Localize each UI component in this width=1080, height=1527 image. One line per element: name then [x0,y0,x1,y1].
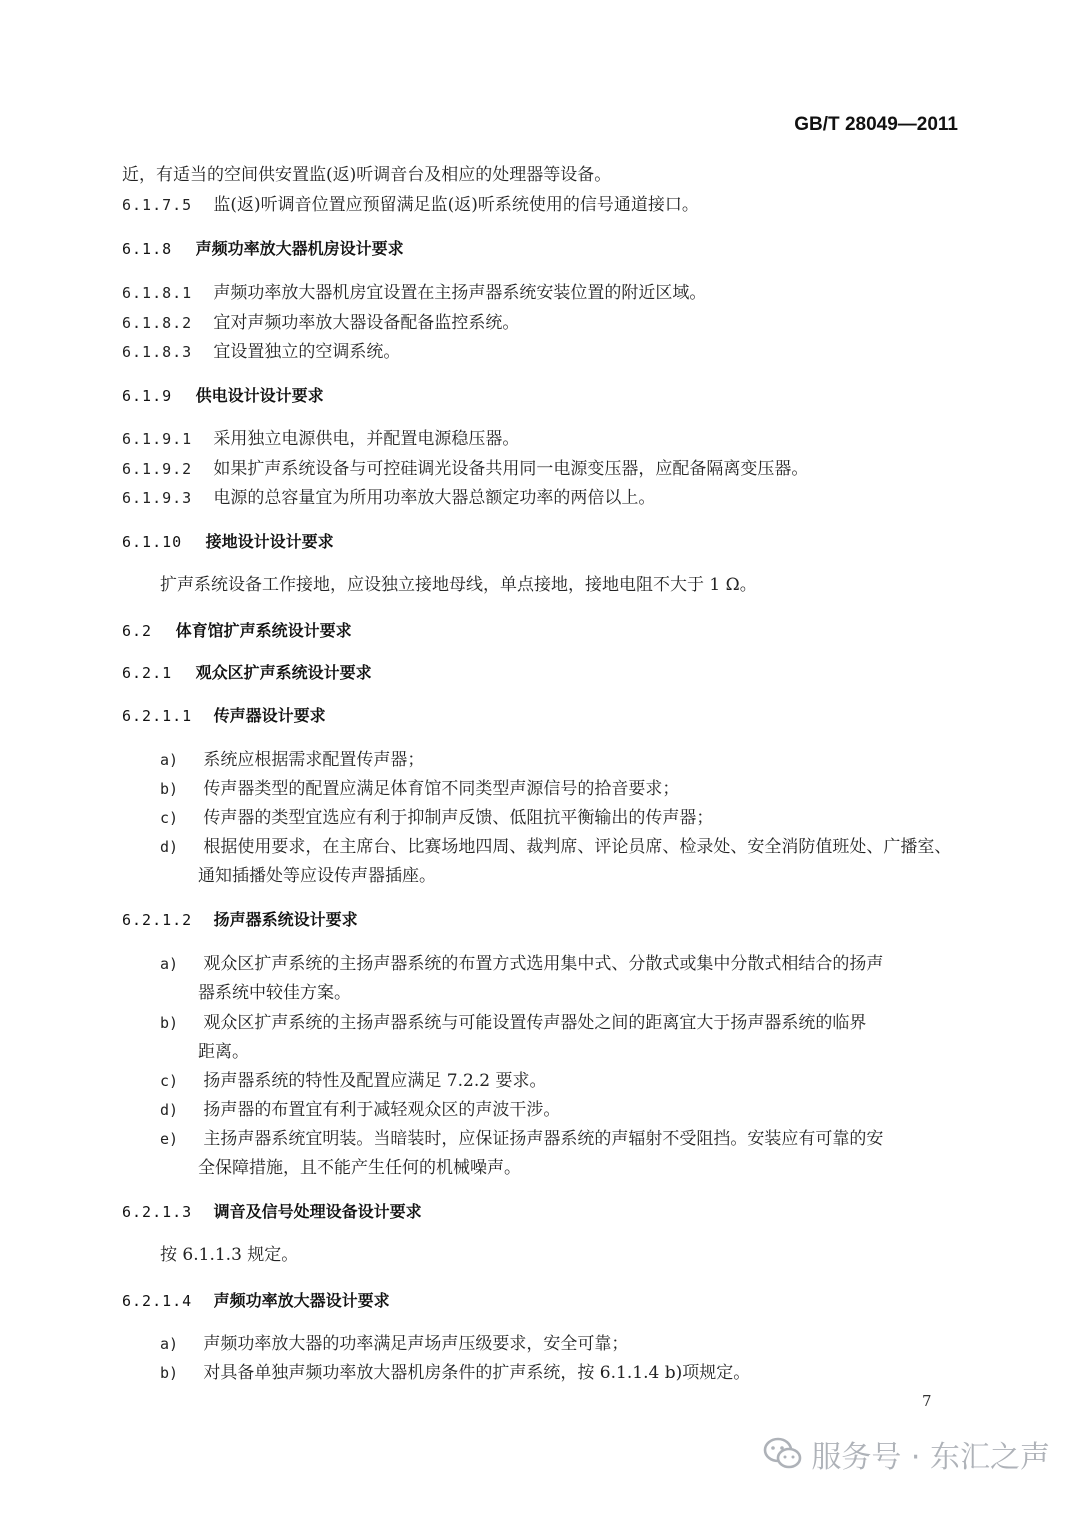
list-label: b) [160,780,179,798]
clause-number: 6.2.1.3 [122,1203,193,1221]
clause-number: 6.2.1.4 [122,1292,193,1310]
list-label: c) [160,809,179,827]
clause-6-1-9-1: 6.1.9.1 采用独立电源供电，并配置电源稳压器。 [122,429,520,449]
body-line: 近，有适当的空间供安置监(返)听调音台及相应的处理器等设备。 [122,165,612,185]
list-item-a: a) 声频功率放大器的功率满足声场声压级要求，安全可靠； [160,1334,629,1354]
section-heading-6-2-1-2: 6.2.1.2 扬声器系统设计要求 [122,910,358,929]
clause-number: 6.2.1.1 [122,707,193,725]
list-item-continuation: 全保障措施，且不能产生任何的机械噪声。 [198,1158,521,1178]
list-label: b) [160,1364,179,1382]
list-item-e: e) 主扬声器系统宜明装。当暗装时，应保证扬声器系统的声辐射不受阻挡。安装应有可靠的安 [160,1129,884,1149]
list-label: a) [160,955,179,973]
clause-6-1-8-3: 6.1.8.3 宜设置独立的空调系统。 [122,342,401,362]
list-item-b: b) 观众区扩声系统的主扬声器系统与可能设置传声器处之间的距离宜大于扬声器系统的临界 [160,1013,867,1033]
standard-number: GB/T 28049—2011 [794,114,958,135]
section-heading-6-2-1-4: 6.2.1.4 声频功率放大器设计要求 [122,1291,390,1310]
clause-number: 6.1.8.2 [122,314,193,332]
list-item-b: b) 对具备单独声频功率放大器机房条件的扩声系统，按 6.1.1.4 b)项规定。 [160,1363,751,1383]
list-item-d: d) 根据使用要求，在主席台、比赛场地四周、裁判席、评论员席、检录处、安全消防值班处、广播室、 [160,837,952,857]
clause-number: 6.1.9 [122,387,173,405]
clause-6-1-7-5: 6.1.7.5 监(返)听调音位置应预留满足监(返)听系统使用的信号通道接口。 [122,195,699,215]
clause-number: 6.1.9.2 [122,460,193,478]
section-heading-6-1-8: 6.1.8 声频功率放大器机房设计要求 [122,239,404,258]
list-item-a: a) 观众区扩声系统的主扬声器系统的布置方式选用集中式、分散式或集中分散式相结合的扬声 [160,954,884,974]
section-heading-6-1-10: 6.1.10 接地设计设计要求 [122,532,334,551]
list-label: d) [160,1101,179,1119]
clause-6-1-8-1: 6.1.8.1 声频功率放大器机房宜设置在主扬声器系统安装位置的附近区域。 [122,283,707,303]
list-item-continuation: 通知插播处等应设传声器插座。 [198,866,436,886]
clause-number: 6.1.8.3 [122,343,193,361]
list-item-b: b) 传声器类型的配置应满足体育馆不同类型声源信号的拾音要求； [160,779,680,799]
list-label: a) [160,751,179,769]
section-heading-6-2-1-3: 6.2.1.3 调音及信号处理设备设计要求 [122,1202,422,1221]
clause-number: 6.1.8.1 [122,284,193,302]
list-label: c) [160,1072,179,1090]
clause-6-1-9-2: 6.1.9.2 如果扩声系统设备与可控硅调光设备共用同一电源变压器，应配备隔离变压器。 [122,459,809,479]
list-item-c: c) 扬声器系统的特性及配置应满足 7.2.2 要求。 [160,1071,547,1091]
clause-number: 6.1.9.3 [122,489,193,507]
list-item-d: d) 扬声器的布置宜有利于减轻观众区的声波干涉。 [160,1100,561,1120]
list-label: d) [160,838,179,856]
clause-number: 6.1.10 [122,533,183,551]
clause-number: 6.2 [122,622,153,640]
watermark-text: 服务号 · 东汇之声 [811,1440,1050,1475]
page-number: 7 [922,1392,932,1410]
list-item-c: c) 传声器的类型宜选应有利于抑制声反馈、低阻抗平衡输出的传声器； [160,808,714,828]
list-label: a) [160,1335,179,1353]
clause-6-1-9-3: 6.1.9.3 电源的总容量宜为所用功率放大器总额定功率的两倍以上。 [122,488,656,508]
list-label: e) [160,1130,179,1148]
section-heading-6-2: 6.2 体育馆扩声系统设计要求 [122,621,352,640]
clause-number: 6.1.7.5 [122,196,193,214]
list-label: b) [160,1014,179,1032]
clause-number: 6.1.9.1 [122,430,193,448]
section-heading-6-2-1-1: 6.2.1.1 传声器设计要求 [122,706,326,725]
list-item-continuation: 距离。 [198,1042,249,1062]
section-heading-6-1-9: 6.1.9 供电设计设计要求 [122,386,324,405]
watermark [763,1432,1050,1476]
clause-number: 6.2.1 [122,664,173,682]
wechat-icon [763,1437,803,1471]
clause-number: 6.2.1.2 [122,911,193,929]
list-item-a: a) 系统应根据需求配置传声器； [160,750,425,770]
section-heading-6-2-1: 6.2.1 观众区扩声系统设计要求 [122,663,372,682]
body-paragraph: 按 6.1.1.3 规定。 [160,1245,299,1265]
body-paragraph: 扩声系统设备工作接地，应设独立接地母线，单点接地，接地电阻不大于 1 Ω。 [160,575,757,595]
clause-6-1-8-2: 6.1.8.2 宜对声频功率放大器设备配备监控系统。 [122,313,520,333]
clause-number: 6.1.8 [122,240,173,258]
list-item-continuation: 器系统中较佳方案。 [198,983,351,1003]
